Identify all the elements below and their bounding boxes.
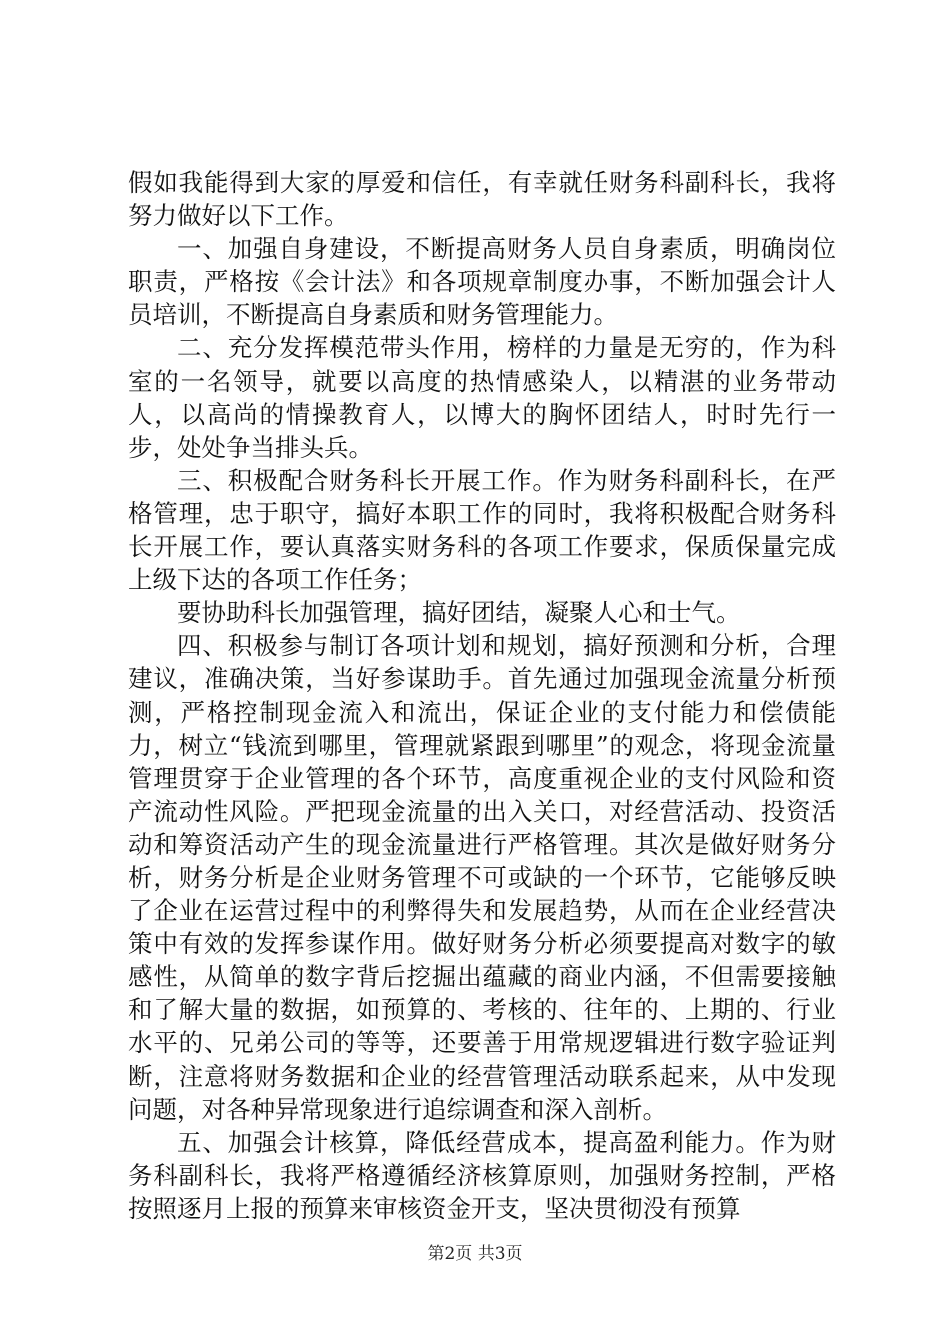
paragraph-item-2: 二、充分发挥模范带头作用，榜样的力量是无穷的，作为科室的一名领导，就要以高度的热情感染人，以精湛的业务带动人，以高尚的情操教育人，以博大的胸怀团结人，时时先行一步，处处争当排头兵。 — [128, 333, 836, 462]
paragraph-item-3-continued: 要协助科长加强管理，搞好团结，凝聚人心和士气。 — [177, 598, 741, 628]
paragraph-item-1: 一、加强自身建设，不断提高财务人员自身素质，明确岗位职责，严格按《会计法》和各项规章制度办事，不断加强会计人员培训，不断提高自身素质和财务管理能力。 — [128, 234, 836, 330]
paragraph-item-5: 五、加强会计核算，降低经营成本，提高盈利能力。作为财务科副科长，我将严格遵循经济核算原则，加强财务控制，严格按照逐月上报的预算来审核资金开支，坚决贯彻没有预算 — [128, 1127, 836, 1223]
paragraph-item-4: 四、积极参与制订各项计划和规划，搞好预测和分析，合理建议，准确决策，当好参谋助手。首先通过加强现金流量分析预测，严格控制现金流入和流出，保证企业的支付能力和偿债能力，树立“钱流到哪里，管理就紧跟到哪里”的观念，将现金流量管理贯穿于企业管理的各个环节，高度重视企业的支付风险和资产流动性风险。严把现金流量的出入关口，对经营活动、投资活动和筹资活动产生的现金流量进行严格管理。其次是做好财务分析，财务分析是企业财务管理不可或缺的一个环节，它能够反映了企业在运营过程中的利弊得失和发展趋势，从而在企业经营决策中有效的发挥参谋作用。做好财务分析必须要提高对数字的敏感性，从简单的数字背后挖掘出蕴藏的商业内涵，不但需要接触和了解大量的数据，如预算的、考核的、往年的、上期的、行业水平的、兄弟公司的等等，还要善于用常规逻辑进行数字验证判断，注意将财务数据和企业的经营管理活动联系起来，从中发现问题，对各种异常现象进行追综调查和深入剖析。 — [128, 631, 836, 1124]
paragraph-intro: 假如我能得到大家的厚爱和信任，有幸就任财务科副科长，我将努力做好以下工作。 — [128, 168, 836, 231]
document-body — [128, 166, 836, 1225]
page-footer: 第2页 共3页 — [427, 1244, 523, 1264]
paragraph-item-3: 三、积极配合财务科长开展工作。作为财务科副科长，在严格管理，忠于职守，搞好本职工作的同时，我将积极配合财务科长开展工作，要认真落实财务科的各项工作要求，保质保量完成上级下达的各项工作任务； — [128, 465, 836, 595]
